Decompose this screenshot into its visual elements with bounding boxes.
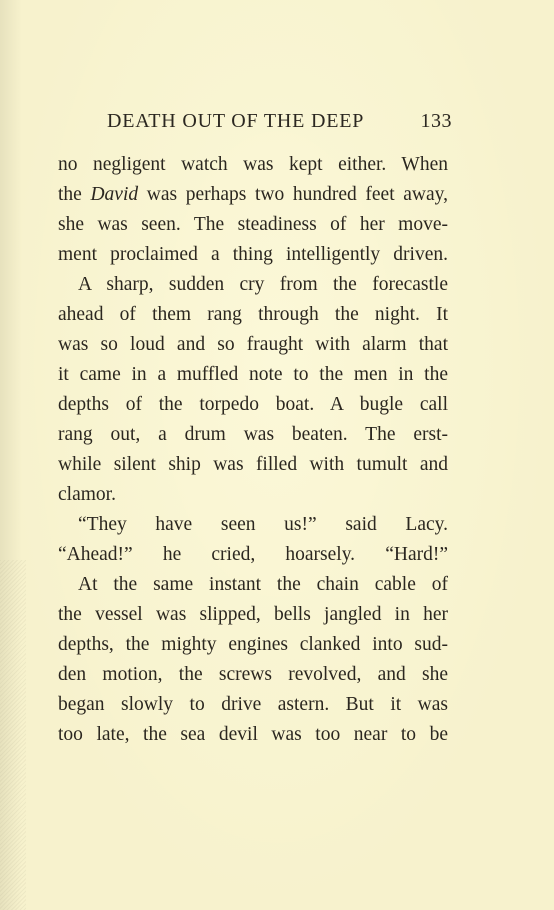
text-line: she was seen. The steadiness of her move- <box>58 214 448 235</box>
running-title: DEATH OUT OF THE DEEP <box>107 110 365 132</box>
text-line: depths, the mighty engines clanked into sud- <box>58 634 448 655</box>
text-fragment: was perhaps two hundred feet away, <box>138 184 449 205</box>
text-line: it came in a muffled note to the men in the <box>58 364 448 385</box>
text-line: the vessel was slipped, bells jangled in her <box>58 604 448 625</box>
text-line: At the same instant the chain cable of <box>78 574 448 595</box>
text-line: was so loud and so fraught with alarm that <box>58 334 448 355</box>
text-line: too late, the sea devil was too near to be <box>58 724 448 745</box>
italic-ship-name: David <box>90 184 139 205</box>
text-line: rang out, a drum was beaten. The erst- <box>58 424 448 445</box>
text-line: A sharp, sudden cry from the forecastle <box>78 274 448 295</box>
text-line: began slowly to drive astern. But it was <box>58 694 448 715</box>
text-line: ment proclaimed a thing intelligently driven. <box>58 244 448 265</box>
text-line: ahead of them rang through the night. It <box>58 304 448 325</box>
text-line: clamor. <box>58 484 116 505</box>
text-fragment: the <box>58 184 91 205</box>
text-line: while silent ship was filled with tumult and <box>58 454 448 475</box>
text-line: depths of the torpedo boat. A bugle call <box>58 394 448 415</box>
page-header <box>107 108 452 134</box>
text-line: “Ahead!” he cried, hoarsely. “Hard!” <box>58 544 448 565</box>
text-line: den motion, the screws revolved, and she <box>58 664 448 685</box>
page-gutter-shadow <box>0 560 26 910</box>
text-line: no negligent watch was kept either. When <box>58 154 448 175</box>
page-number: 133 <box>420 110 452 132</box>
text-line: “They have seen us!” said Lacy. <box>78 514 448 535</box>
body-text <box>58 150 448 750</box>
text-line-with-italic-name <box>58 180 448 210</box>
